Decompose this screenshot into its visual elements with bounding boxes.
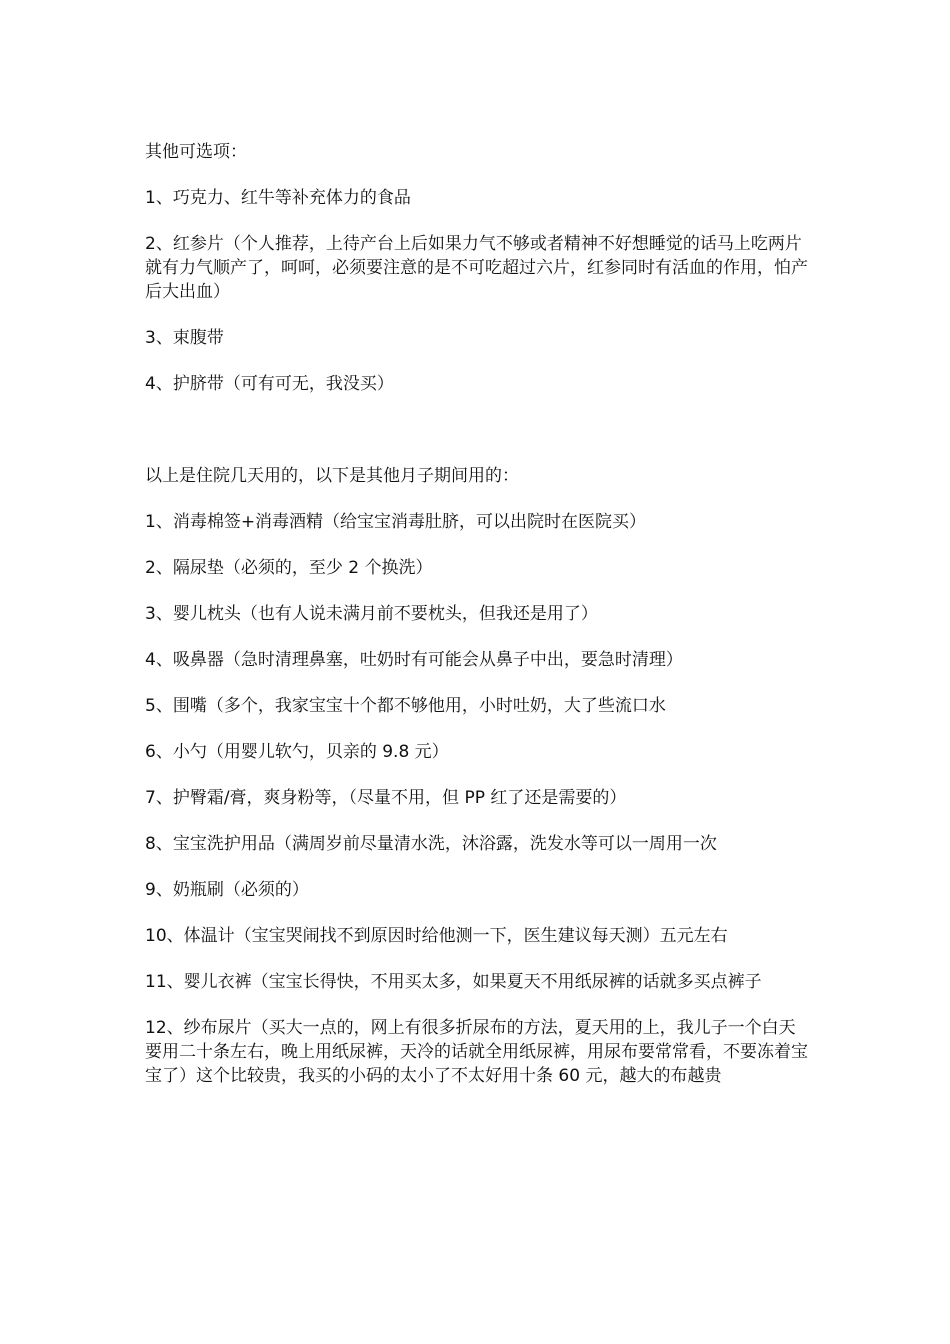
section-heading: 以上是住院几天用的，以下是其他月子期间用的： — [145, 466, 519, 486]
list-item: 5、围嘴（多个，我家宝宝十个都不够他用，小时吐奶，大了些流口水 — [145, 696, 666, 716]
list-item: 3、束腹带 — [145, 328, 224, 348]
section-spacer — [145, 418, 810, 464]
list-item: 9、奶瓶刷（必须的） — [145, 880, 309, 900]
list-item: 4、吸鼻器（急时清理鼻塞，吐奶时有可能会从鼻子中出，要急时清理） — [145, 650, 683, 670]
list-item: 4、护脐带（可有可无，我没买） — [145, 374, 394, 394]
list-item: 6、小勺（用婴儿软勺，贝亲的 9.8 元） — [145, 742, 449, 762]
list-item: 10、体温计（宝宝哭闹找不到原因时给他测一下，医生建议每天测）五元左右 — [145, 926, 728, 946]
list-item: 11、婴儿衣裤（宝宝长得快，不用买太多，如果夏天不用纸尿裤的话就多买点裤子 — [145, 972, 762, 992]
list-item: 12、纱布尿片（买大一点的，网上有很多折尿布的方法，夏天用的上，我儿子一个白天要用二十条左右，晚上用纸尿裤，天冷的话就全用纸尿裤，用尿布要常常看，不要冻着宝宝了）这个比较贵，我买的小码的太小了不太好用十条 60 元，越大的布越贵 — [145, 1018, 808, 1086]
list-item: 1、消毒棉签+消毒酒精（给宝宝消毒肚脐，可以出院时在医院买） — [145, 512, 647, 532]
list-item: 2、隔尿垫（必须的，至少 2 个换洗） — [145, 558, 433, 578]
document-body — [145, 140, 810, 1110]
list-item: 7、护臀霜/膏，爽身粉等，（尽量不用，但 PP 红了还是需要的） — [145, 788, 627, 808]
section-heading: 其他可选项： — [145, 142, 247, 162]
list-item: 1、巧克力、红牛等补充体力的食品 — [145, 188, 411, 208]
list-item: 8、宝宝洗护用品（满周岁前尽量清水洗，沐浴露，洗发水等可以一周用一次 — [145, 834, 717, 854]
list-item: 3、婴儿枕头（也有人说未满月前不要枕头，但我还是用了） — [145, 604, 598, 624]
list-item: 2、红参片（个人推荐，上待产台上后如果力气不够或者精神不好想睡觉的话马上吃两片就有力气顺产了，呵呵，必须要注意的是不可吃超过六片，红参同时有活血的作用，怕产后大出血） — [145, 234, 808, 302]
